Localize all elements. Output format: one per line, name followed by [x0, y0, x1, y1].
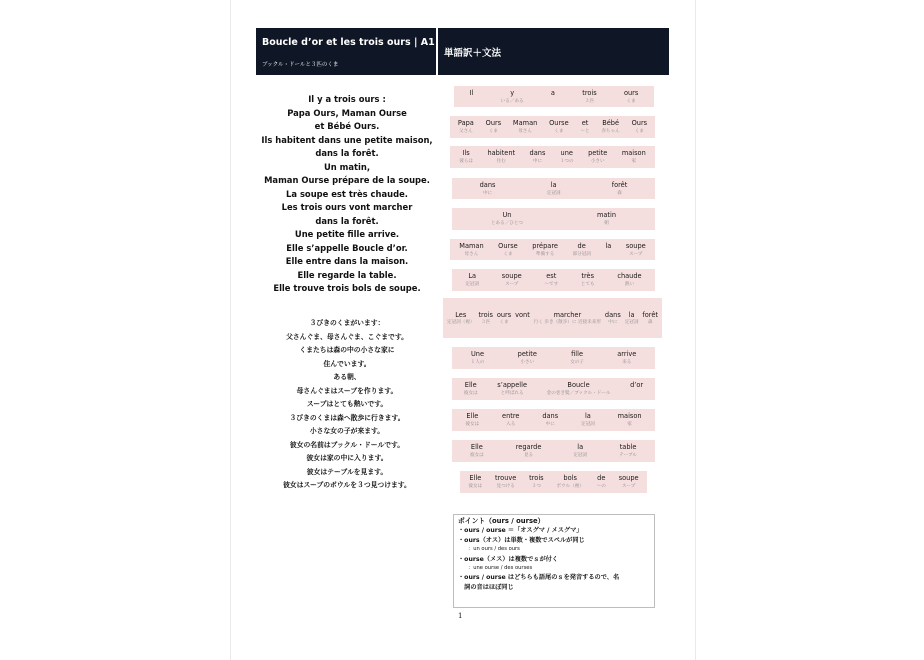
gloss-meaning [608, 251, 609, 258]
gloss-meaning: くま [503, 251, 513, 257]
gloss-french-word: Maman [512, 119, 538, 127]
gloss-meaning: 朝 [604, 221, 609, 226]
gloss-french-word: arrive [617, 350, 637, 358]
gloss-meaning: ３匹 [481, 319, 491, 325]
gloss-meaning: 見つける [496, 484, 515, 489]
gloss-french-word: la [550, 180, 557, 189]
japanese-line: 小さな女の子が来ます。 [309, 427, 385, 435]
grammar-point-line: ・ourse（メス）は複数でｓが付く [458, 555, 559, 563]
french-line: Elle regarde la table. [297, 269, 397, 280]
gloss-word [491, 208, 523, 230]
french-line: Papa Ours, Maman Ourse [287, 107, 407, 118]
gloss-meaning: 行く 歩き（散歩）に 近接未来形 [533, 319, 601, 325]
french-line: Maman Ourse prépare de la soupe. [264, 175, 430, 185]
gloss-word [601, 116, 619, 138]
gloss-meaning: くま [626, 98, 636, 104]
gloss-word [542, 409, 558, 431]
gloss-french-word: maison [617, 412, 642, 420]
gloss-word [478, 298, 492, 338]
gloss-row [450, 116, 655, 138]
japanese-line: 父さんぐま、母さんぐま、こぐまです。 [286, 332, 408, 341]
gloss-french-word: regarde [515, 443, 542, 451]
gloss-french-word: Elle [470, 443, 483, 451]
gloss-french-word: ours [496, 310, 512, 319]
french-line: et Bébé Ours. [314, 121, 380, 131]
gloss-french-word: la [605, 241, 612, 250]
gloss-word [581, 409, 595, 431]
gloss-french-word: dans [479, 180, 496, 189]
gloss-header [438, 28, 669, 75]
gloss-word [459, 146, 473, 168]
grammar-point-lines [458, 526, 650, 592]
gloss-french-word: la [628, 310, 635, 319]
gloss-word [612, 178, 628, 199]
gloss-word [464, 378, 478, 400]
gloss-meaning: スープ [505, 282, 519, 287]
grammar-point-box [453, 514, 655, 608]
gloss-word [572, 239, 590, 260]
gloss-word [573, 440, 587, 462]
gloss-word [468, 471, 482, 493]
french-line: Elle entre dans la maison. [285, 256, 409, 266]
gloss-meaning: スープ [621, 484, 636, 489]
gloss-meaning: テーブル [619, 453, 638, 458]
gloss-french-word: soupe [501, 272, 522, 280]
gloss-word [619, 440, 637, 462]
gloss-word [515, 298, 530, 338]
gloss-french-word: dans [542, 412, 559, 420]
title-banner [256, 28, 436, 75]
gloss-word [597, 471, 606, 493]
gloss-french-word: Ours [631, 119, 648, 127]
gloss-french-word: Ils [462, 149, 470, 157]
gloss-meaning: 部分冠詞 [572, 251, 591, 257]
french-story-text [256, 93, 438, 296]
gloss-meaning: 定冠詞 [546, 190, 561, 196]
gloss-word [470, 86, 474, 107]
gloss-word [516, 440, 542, 462]
gloss-row [450, 239, 655, 260]
gloss-word [551, 86, 555, 107]
gloss-french-word: entre [502, 412, 520, 420]
gloss-row [450, 146, 655, 168]
gloss-meaning: 入る [506, 422, 516, 427]
japanese-line: 彼女の名前はブックル・ドールです。 [289, 440, 405, 449]
gloss-french-word: Les [455, 310, 467, 319]
gloss-word [560, 146, 574, 168]
gloss-meaning: 中に [532, 159, 543, 164]
gloss-word [495, 471, 516, 493]
document-subtitle: ブックル・ドールと３匹のくま [262, 62, 339, 68]
gloss-meaning [522, 320, 523, 326]
gloss-meaning: 森 [617, 190, 622, 196]
gloss-word [501, 86, 524, 107]
gloss-meaning: 定冠詞 [624, 319, 639, 325]
gloss-meaning: １人の [470, 360, 485, 365]
gloss-word [588, 146, 607, 168]
french-line: dans la forêt. [315, 215, 379, 226]
gloss-french-word: trouve [495, 474, 517, 482]
gloss-word [513, 116, 537, 138]
gloss-meaning: と呼ばれる [500, 391, 524, 396]
grammar-point-line: 詞の音はほぼ同じ [458, 583, 514, 591]
french-line: La soupe est très chaude. [286, 188, 408, 199]
gloss-meaning: 中に [482, 190, 493, 196]
gloss-word [605, 239, 611, 260]
gloss-french-word: soupe [618, 474, 639, 482]
gloss-meaning [471, 98, 472, 105]
gloss-french-word: Boucle [567, 381, 590, 389]
gloss-word [529, 471, 543, 493]
gloss-french-word: Une [470, 350, 485, 358]
gloss-french-word: forêt [611, 180, 628, 189]
gloss-word [502, 269, 522, 291]
gloss-meaning: 定冠詞 [573, 453, 588, 458]
gloss-meaning: 定冠詞（複） [446, 319, 475, 325]
japanese-line: ３びきのくまは森へ散歩に行きます。 [289, 413, 405, 422]
gloss-meaning: 〜と [580, 129, 590, 134]
gloss-row [452, 347, 655, 369]
japanese-line: 住んでいます。 [323, 359, 371, 368]
gloss-french-word: Papa [457, 119, 474, 127]
gloss-word [642, 298, 658, 338]
gloss-french-word: prépare [532, 241, 558, 250]
gloss-french-word: Ours [485, 119, 502, 127]
grammar-point-line: ・ours（オス）は単数・複数でスペルが同じ [458, 536, 585, 544]
japanese-line: くまたちは森の中の小さな家に [299, 346, 395, 354]
gloss-french-word: dans [604, 310, 621, 319]
gloss-row [460, 471, 647, 493]
japanese-line: 彼女はテーブルを見ます。 [306, 467, 388, 476]
gloss-word [447, 298, 475, 338]
french-line: Ils habitent dans une petite maison, [261, 134, 433, 145]
gloss-meaning: 金の巻き髪／ブックル・ドール [546, 391, 611, 396]
gloss-word [624, 86, 638, 107]
gloss-meaning: くま [499, 319, 509, 325]
french-line: dans la forêt. [315, 148, 379, 158]
gloss-french-word: chaude [617, 272, 642, 280]
gloss-french-word: est [546, 272, 557, 280]
gloss-word [625, 298, 639, 338]
japanese-line: 彼女はスープのボウルを３つ見つけます。 [283, 481, 411, 489]
gloss-meaning: 見る [523, 453, 534, 458]
gloss-french-word: petite [517, 350, 537, 358]
gloss-word [617, 347, 636, 369]
gloss-word [498, 239, 518, 260]
gloss-word [605, 298, 621, 338]
gloss-meaning: 父さん [458, 129, 473, 134]
gloss-french-word: forêt [642, 310, 658, 319]
gloss-word [459, 239, 483, 260]
gloss-word [626, 239, 646, 260]
gloss-word [470, 440, 484, 462]
gloss-french-word: dans [529, 149, 546, 157]
gloss-french-word: bols [563, 474, 577, 482]
gloss-french-word: trois [582, 88, 597, 97]
gloss-row [452, 440, 655, 462]
gloss-meaning: 母さん [518, 129, 532, 134]
gloss-meaning: とても [580, 282, 595, 287]
gloss-french-word: trois [478, 310, 493, 319]
japanese-line: ３びきのくまがいます： [309, 319, 385, 327]
gloss-french-word: La [468, 272, 477, 280]
grammar-point-line: ：une ourse / des ourses [468, 565, 533, 572]
gloss-word [534, 298, 601, 338]
gloss-word [619, 471, 639, 493]
gloss-french-word: table [619, 443, 637, 451]
gloss-meaning: 彼らは [459, 159, 474, 164]
page-number: 1 [458, 612, 463, 620]
gloss-word [486, 116, 502, 138]
gloss-meaning: くま [634, 129, 644, 134]
grammar-point-line: ：un ours / des ours [468, 546, 520, 553]
gloss-word [549, 116, 569, 138]
gloss-meaning [636, 390, 637, 397]
gloss-word [532, 239, 558, 260]
gloss-word [480, 178, 496, 199]
gloss-row [452, 208, 655, 230]
french-line: Une petite fille arrive. [294, 229, 400, 239]
japanese-line: 彼女は家の中に入ります。 [306, 454, 388, 462]
grammar-point-title: ポイント（ours / ourse） [458, 517, 545, 525]
gloss-french-word: petite [588, 149, 608, 157]
gloss-word [556, 471, 583, 493]
gloss-meaning: 森 [647, 319, 653, 325]
gloss-word [581, 269, 595, 291]
gloss-meaning: 定冠詞 [465, 282, 480, 287]
french-line: Les trois ours vont marcher [281, 202, 413, 212]
gloss-word [471, 347, 485, 369]
gloss-french-word: Elle [464, 381, 477, 389]
gloss-word [547, 178, 561, 199]
grammar-point-line: ・ours / ourse はどちらも語尾のｓを発音するので、名 [458, 574, 620, 582]
gloss-meaning: 家 [631, 159, 637, 164]
gloss-word [617, 269, 641, 291]
gloss-meaning: 彼女は [463, 391, 478, 396]
gloss-meaning: 準備する [535, 251, 555, 257]
japanese-line: ある朝、 [333, 373, 361, 381]
gloss-word [502, 409, 519, 431]
gloss-meaning: 母さん [464, 251, 479, 257]
gloss-french-word: y [510, 88, 515, 97]
gloss-french-word: trois [529, 474, 544, 482]
gloss-french-word: maison [621, 149, 646, 157]
gloss-meaning: 中に [608, 319, 618, 325]
gloss-french-word: Elle [466, 412, 479, 420]
gloss-word [518, 347, 537, 369]
gloss-word [547, 378, 611, 400]
gloss-meaning: ボウル（複） [556, 484, 584, 489]
gloss-word [580, 116, 589, 138]
gloss-meaning: 小さい [520, 360, 535, 365]
gloss-meaning: 中に [545, 422, 555, 427]
gloss-word [582, 86, 596, 107]
gloss-french-word: soupe [625, 241, 646, 250]
gloss-french-word: la [584, 412, 591, 420]
gloss-french-word: marcher [553, 310, 582, 319]
gloss-meaning: スープ [629, 251, 643, 257]
french-line: Un matin, [323, 161, 371, 172]
french-line: Elle s’appelle Boucle d’or. [286, 242, 408, 253]
gloss-word [597, 208, 616, 230]
gloss-word [622, 146, 646, 168]
french-line: Il y a trois ours : [308, 94, 386, 104]
grammar-point-line: ・ours / ourse ＝「オスグマ / メスグマ」 [458, 527, 583, 535]
gloss-word [530, 146, 546, 168]
gloss-french-word: fille [571, 350, 584, 358]
gloss-meaning: とある／ひとつ [490, 221, 524, 226]
gloss-word [465, 409, 479, 431]
gloss-meaning: 〜です [544, 282, 559, 287]
gloss-meaning: 定冠詞 [580, 422, 595, 427]
gloss-meaning: 来る [622, 360, 632, 365]
gloss-word [497, 378, 527, 400]
japanese-translation-text [256, 317, 438, 493]
gloss-header-title: 単語訳＋文法 [444, 48, 502, 59]
gloss-row [452, 178, 655, 199]
gloss-french-word: Il [469, 88, 474, 97]
gloss-french-word: d’or [630, 381, 644, 389]
gloss-meaning: 熱い [624, 282, 635, 287]
gloss-meaning: 家 [627, 422, 632, 427]
gloss-french-word: s’appelle [497, 381, 528, 389]
gloss-meaning: 彼女は [465, 422, 480, 427]
gloss-french-word: Maman [459, 241, 484, 250]
gloss-meaning: 女の子 [570, 360, 584, 365]
gloss-row [443, 298, 662, 338]
document-title: Boucle d’or et les trois ours | A1 [262, 37, 435, 48]
gloss-french-word: Ourse [498, 241, 518, 250]
gloss-meaning: いる／ある [500, 98, 524, 104]
japanese-line: スープはとても熱いです。 [306, 400, 388, 408]
gloss-meaning: くま [554, 129, 564, 134]
french-line: Elle trouve trois bols de soupe. [273, 283, 421, 293]
gloss-row [452, 409, 655, 431]
gloss-meaning: くま [488, 129, 498, 134]
gloss-french-word: matin [596, 211, 617, 219]
gloss-meaning: 赤ちゃん [601, 129, 620, 134]
gloss-meaning: １つの [559, 159, 574, 164]
gloss-word [458, 116, 474, 138]
gloss-word [632, 116, 648, 138]
japanese-line: 母さんぐまはスープを作ります。 [296, 386, 398, 395]
gloss-meaning: 彼女は [469, 453, 484, 458]
gloss-row [452, 378, 655, 400]
gloss-french-word: très [581, 272, 595, 280]
gloss-french-word: de [577, 241, 586, 250]
gloss-french-word: Un [502, 211, 512, 219]
gloss-french-word: habitent [487, 149, 516, 157]
gloss-word [570, 347, 584, 369]
gloss-word [630, 378, 643, 400]
gloss-french-word: la [577, 443, 584, 451]
gloss-word [618, 409, 642, 431]
gloss-word [487, 146, 515, 168]
gloss-meaning: 彼女は [468, 484, 483, 489]
gloss-meaning: ３匹 [584, 98, 595, 104]
gloss-french-word: de [597, 474, 606, 482]
gloss-french-word: une [560, 149, 573, 157]
gloss-word [544, 269, 558, 291]
gloss-french-word: ours [623, 88, 639, 97]
gloss-meaning [552, 98, 553, 105]
gloss-french-word: vont [515, 310, 530, 319]
gloss-meaning: 小さい [590, 159, 605, 164]
gloss-word [465, 269, 479, 291]
gloss-french-word: Bébé [602, 119, 620, 127]
gloss-meaning: 〜の [596, 484, 606, 489]
gloss-row [454, 86, 654, 107]
gloss-meaning: ３つ [531, 484, 541, 489]
gloss-french-word: Elle [469, 474, 482, 482]
gloss-french-word: Ourse [549, 119, 569, 127]
gloss-french-word: et [581, 119, 589, 127]
gloss-french-word: a [550, 88, 555, 97]
gloss-word [497, 298, 511, 338]
gloss-row [452, 269, 655, 291]
gloss-meaning: 住む [496, 159, 506, 164]
